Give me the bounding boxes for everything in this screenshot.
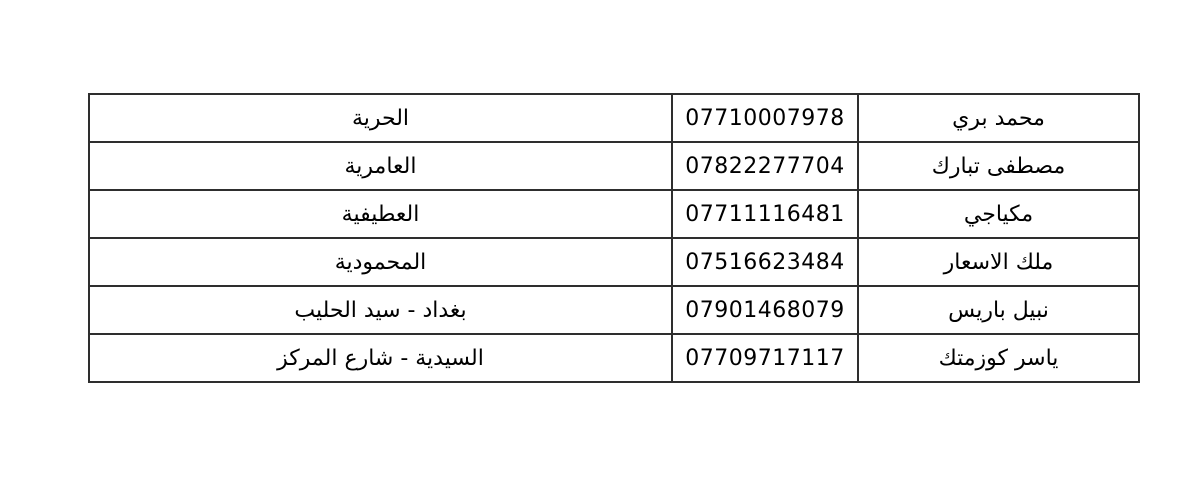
contact-name-cell: نبيل باريس [858,286,1139,334]
phone-number-cell: 07901468079 [672,286,858,334]
location-cell: العامرية [89,142,672,190]
phone-number-cell: 07516623484 [672,238,858,286]
location-cell: المحمودية [89,238,672,286]
table-row [89,142,1139,190]
phone-number-cell: 07711116481 [672,190,858,238]
location-cell: بغداد - سيد الحليب [89,286,672,334]
phone-number-cell: 07822277704 [672,142,858,190]
contact-name-cell: محمد بري [858,94,1139,142]
contacts-table [88,93,1140,383]
table-body [89,94,1139,382]
contact-name-cell: ياسر كوزمتك [858,334,1139,382]
contact-name-cell: ملك الاسعار [858,238,1139,286]
table-row [89,94,1139,142]
table-row [89,190,1139,238]
location-cell: الحرية [89,94,672,142]
table-row [89,286,1139,334]
location-cell: السيدية - شارع المركز [89,334,672,382]
contact-name-cell: مكياجي [858,190,1139,238]
phone-number-cell: 07710007978 [672,94,858,142]
table-row [89,334,1139,382]
table-row [89,238,1139,286]
phone-number-cell: 07709717117 [672,334,858,382]
contact-name-cell: مصطفى تبارك [858,142,1139,190]
location-cell: العطيفية [89,190,672,238]
